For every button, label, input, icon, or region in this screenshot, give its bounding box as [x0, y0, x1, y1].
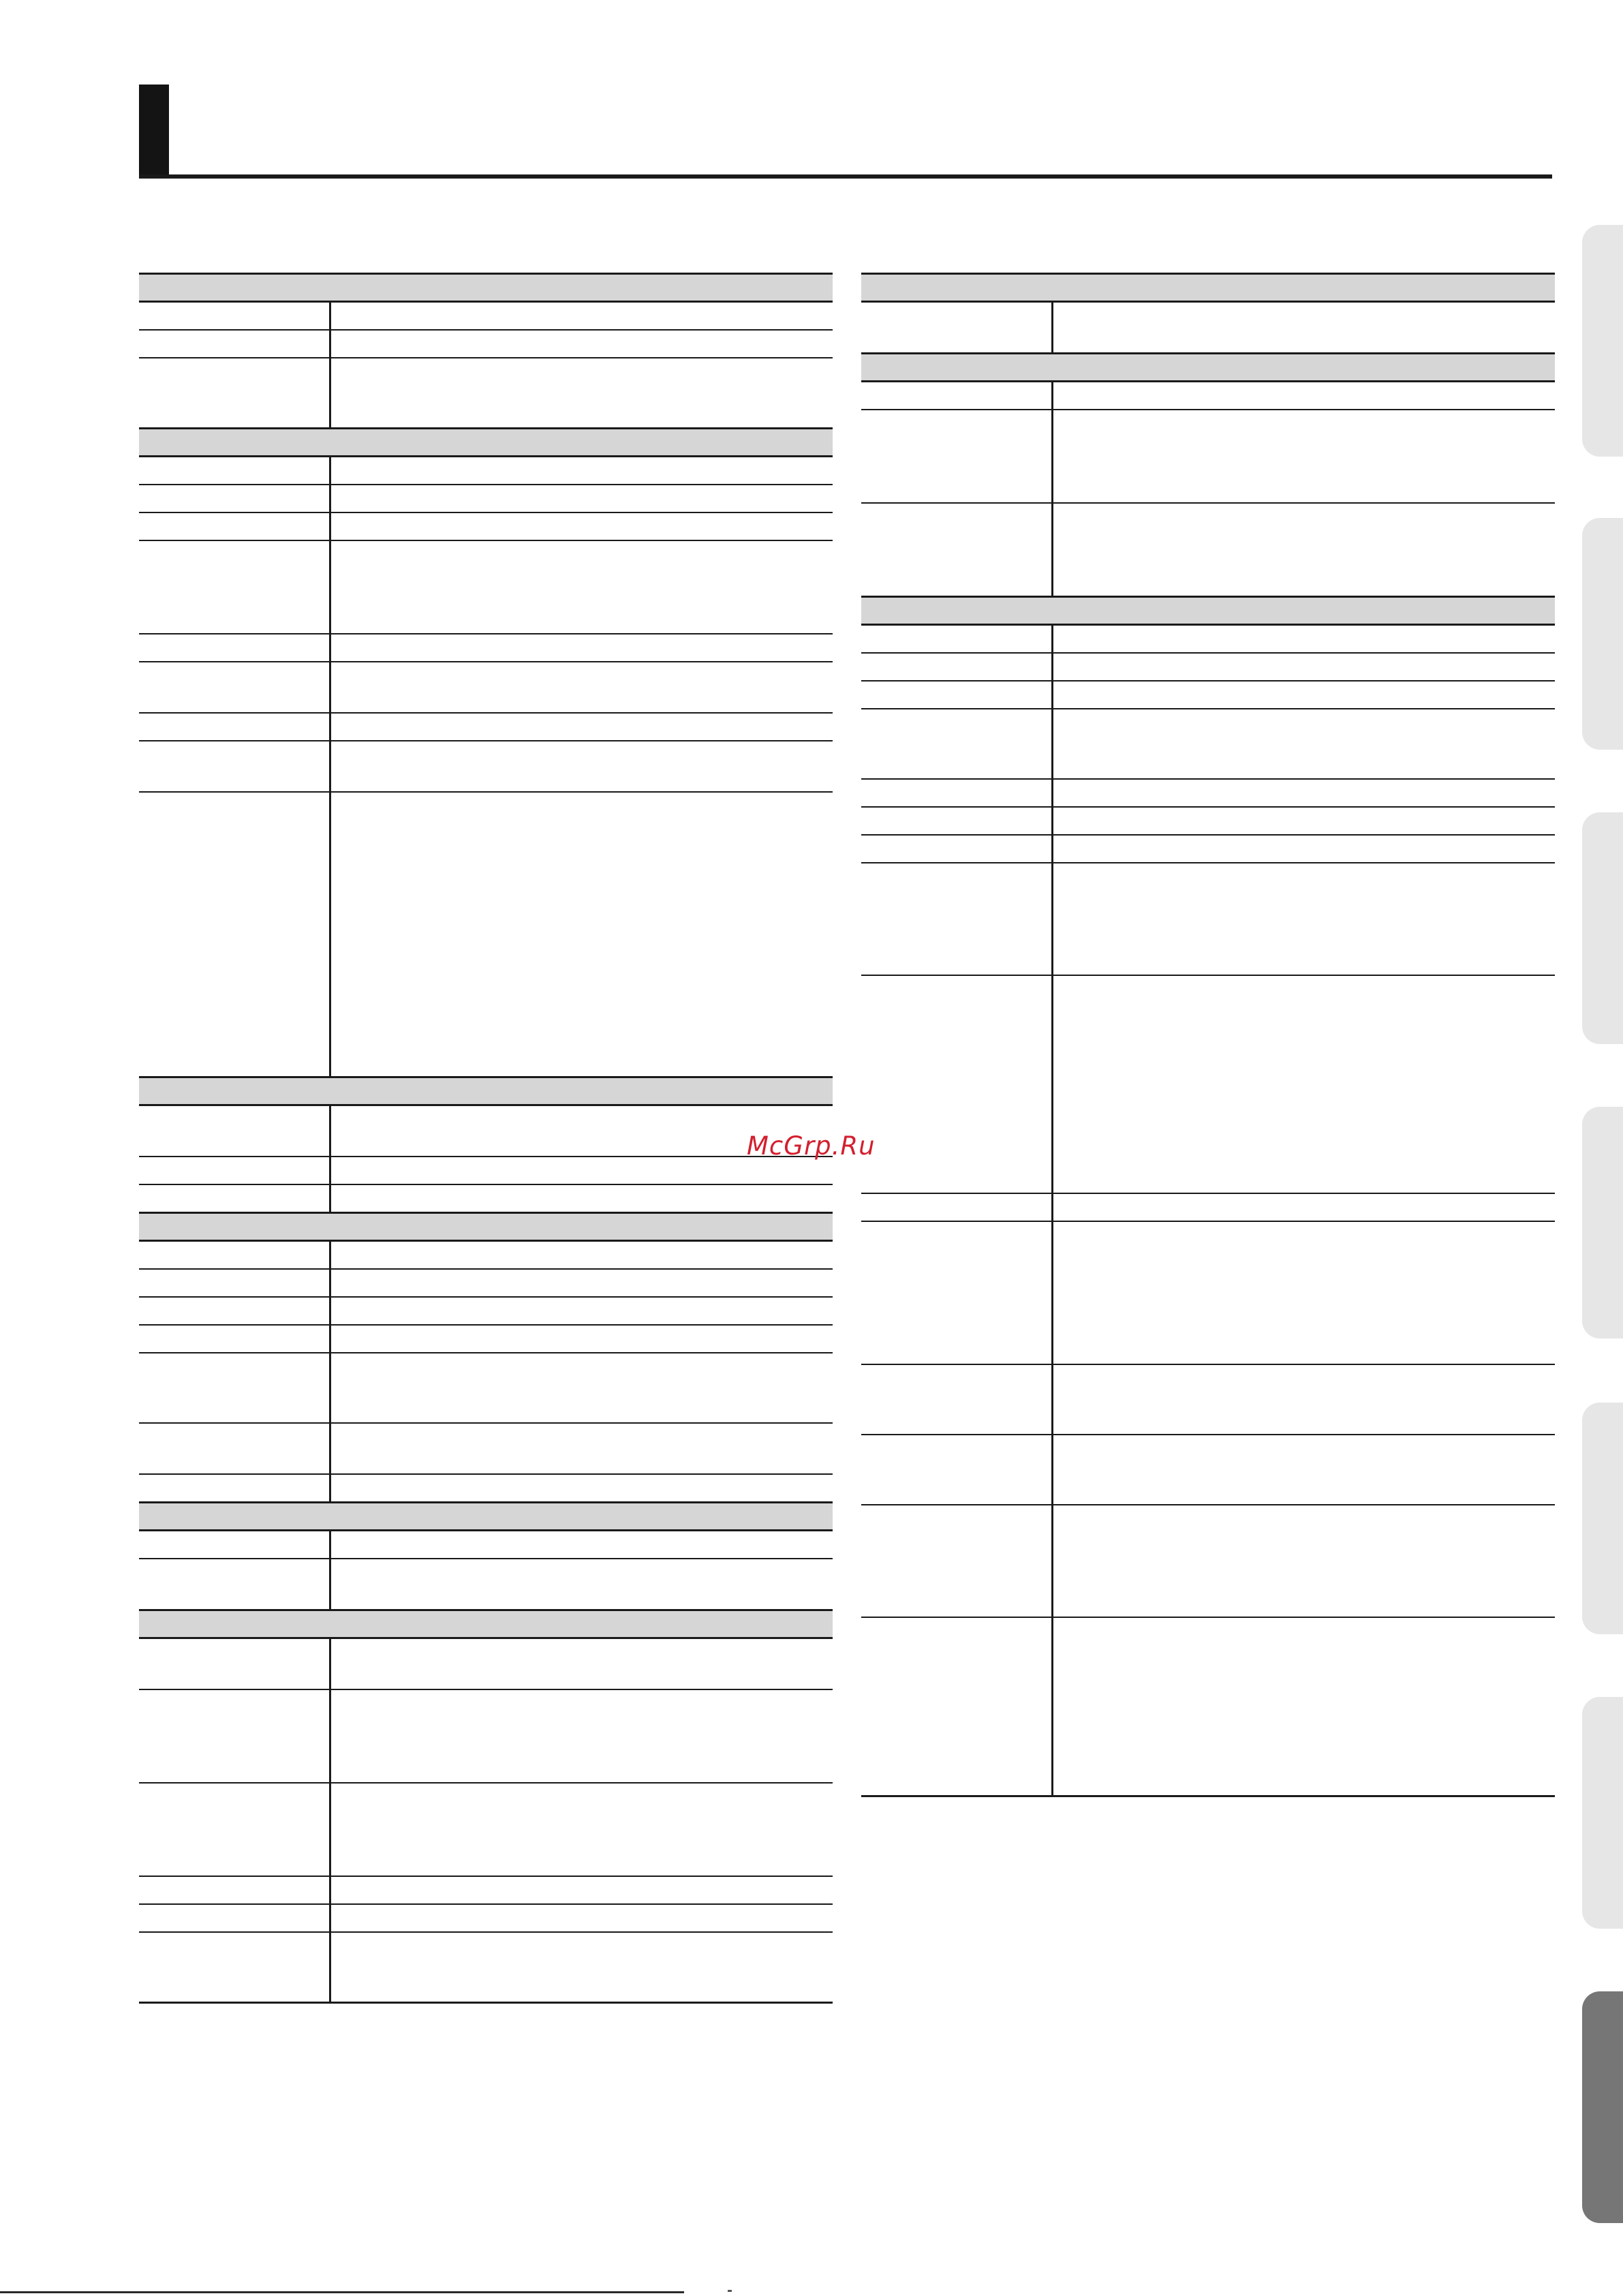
spec-value-cell — [330, 1904, 833, 1932]
spec-label-cell — [139, 1559, 330, 1610]
right-spec-row — [861, 835, 1555, 863]
spec-label-cell — [139, 1876, 330, 1904]
section-header-cell — [139, 1610, 833, 1638]
left-spec-row — [139, 1531, 833, 1559]
spec-label-cell — [139, 662, 330, 713]
section-header-cell — [139, 1503, 833, 1531]
section-header-cell — [861, 597, 1555, 625]
spec-label-cell — [139, 1689, 330, 1783]
spec-label-cell — [139, 1325, 330, 1353]
chapter-tab[interactable] — [1582, 225, 1623, 457]
spec-label-cell — [861, 1221, 1052, 1364]
left-section-header — [139, 1077, 833, 1105]
spec-value-cell — [330, 302, 833, 331]
spec-label-cell — [139, 457, 330, 485]
spec-label-cell — [861, 1617, 1052, 1796]
left-spec-row — [139, 457, 833, 485]
spec-label-cell — [861, 709, 1052, 779]
section-header-cell — [139, 1077, 833, 1105]
left-spec-row — [139, 1904, 833, 1932]
left-section-header — [139, 1610, 833, 1638]
spec-value-cell — [330, 1876, 833, 1904]
spec-label-cell — [861, 835, 1052, 863]
spec-label-cell — [861, 807, 1052, 835]
left-spec-row — [139, 485, 833, 512]
spec-label-cell — [861, 653, 1052, 681]
chapter-title-rule — [139, 174, 1552, 179]
spec-value-cell — [330, 1353, 833, 1423]
right-spec-row — [861, 807, 1555, 835]
spec-label-cell — [861, 1505, 1052, 1617]
spec-value-cell — [1052, 709, 1555, 779]
spec-label-cell — [861, 1193, 1052, 1221]
spec-label-cell — [139, 1241, 330, 1270]
spec-label-cell — [139, 330, 330, 358]
right-section-header — [861, 597, 1555, 625]
spec-label-cell — [861, 681, 1052, 709]
section-header-cell — [139, 429, 833, 457]
spec-label-cell — [139, 792, 330, 1077]
spec-value-cell — [330, 540, 833, 634]
spec-value-cell — [1052, 625, 1555, 654]
section-header-cell — [861, 274, 1555, 302]
left-spec-row — [139, 1297, 833, 1325]
spec-value-cell — [330, 1783, 833, 1876]
spec-value-cell — [330, 1241, 833, 1270]
left-spec-row — [139, 1184, 833, 1213]
right-section-header — [861, 274, 1555, 302]
spec-value-cell — [1052, 863, 1555, 975]
spec-label-cell — [139, 1474, 330, 1503]
spec-label-cell — [139, 1932, 330, 2003]
left-spec-row — [139, 302, 833, 331]
left-spec-row — [139, 330, 833, 358]
left-spec-row — [139, 792, 833, 1077]
right-spec-row — [861, 1617, 1555, 1796]
spec-label-cell — [139, 1904, 330, 1932]
spec-value-cell — [1052, 653, 1555, 681]
spec-label-cell — [861, 1435, 1052, 1505]
spec-value-cell — [1052, 779, 1555, 807]
spec-value-cell — [330, 1297, 833, 1325]
left-spec-row — [139, 540, 833, 634]
spec-value-cell — [330, 1638, 833, 1690]
spec-label-cell — [861, 1364, 1052, 1435]
spec-label-cell — [139, 1638, 330, 1690]
spec-value-cell — [330, 330, 833, 358]
spec-value-cell — [1052, 1617, 1555, 1796]
left-section-header — [139, 274, 833, 302]
spec-value-cell — [330, 741, 833, 792]
spec-value-cell — [1052, 807, 1555, 835]
spec-value-cell — [330, 1184, 833, 1213]
left-spec-row — [139, 1157, 833, 1184]
spec-label-cell — [139, 713, 330, 741]
chapter-tab[interactable] — [1582, 812, 1623, 1044]
footer-rule — [0, 2291, 684, 2293]
left-section-header — [139, 1213, 833, 1241]
left-spec-row — [139, 1638, 833, 1690]
spec-value-cell — [330, 1689, 833, 1783]
spec-label-cell — [139, 1783, 330, 1876]
spec-label-cell — [139, 1297, 330, 1325]
spec-value-cell — [330, 792, 833, 1077]
spec-label-cell — [861, 410, 1052, 503]
left-spec-row — [139, 1105, 833, 1157]
left-spec-row — [139, 512, 833, 540]
spec-label-cell — [139, 741, 330, 792]
spec-label-cell — [139, 485, 330, 512]
spec-value-cell — [1052, 382, 1555, 410]
spec-label-cell — [139, 1269, 330, 1297]
right-spec-row — [861, 1193, 1555, 1221]
spec-value-cell — [1052, 1221, 1555, 1364]
watermark: McGrp.Ru — [747, 1131, 876, 1161]
right-spec-table — [861, 273, 1555, 1797]
right-spec-row — [861, 779, 1555, 807]
left-section-header — [139, 429, 833, 457]
spec-label-cell — [861, 975, 1052, 1193]
footer-mark — [728, 2290, 732, 2292]
right-spec-row — [861, 625, 1555, 654]
left-spec-row — [139, 1269, 833, 1297]
spec-value-cell — [330, 457, 833, 485]
spec-label-cell — [139, 1423, 330, 1474]
spec-value-cell — [1052, 503, 1555, 597]
spec-value-cell — [330, 512, 833, 540]
right-section-header — [861, 354, 1555, 382]
right-spec-row — [861, 681, 1555, 709]
right-spec-row — [861, 1505, 1555, 1617]
right-spec-row — [861, 410, 1555, 503]
spec-label-cell — [139, 1353, 330, 1423]
left-spec-row — [139, 1241, 833, 1270]
spec-value-cell — [330, 1474, 833, 1503]
spec-value-cell — [1052, 302, 1555, 354]
spec-label-cell — [861, 863, 1052, 975]
spec-value-cell — [330, 485, 833, 512]
left-spec-table — [139, 273, 833, 2004]
spec-label-cell — [861, 382, 1052, 410]
left-spec-row — [139, 1783, 833, 1876]
spec-label-cell — [139, 634, 330, 662]
spec-value-cell — [1052, 410, 1555, 503]
spec-value-cell — [330, 713, 833, 741]
spec-label-cell — [139, 1157, 330, 1184]
spec-label-cell — [139, 512, 330, 540]
section-header-cell — [139, 274, 833, 302]
spec-value-cell — [1052, 681, 1555, 709]
spec-label-cell — [861, 503, 1052, 597]
spec-value-cell — [1052, 1505, 1555, 1617]
right-spec-row — [861, 302, 1555, 354]
right-spec-row — [861, 503, 1555, 597]
spec-value-cell — [1052, 1193, 1555, 1221]
section-header-cell — [139, 1213, 833, 1241]
spec-value-cell — [330, 358, 833, 429]
left-spec-row — [139, 1689, 833, 1783]
chapter-tab[interactable] — [1582, 1107, 1623, 1338]
spec-value-cell — [1052, 835, 1555, 863]
left-spec-row — [139, 1423, 833, 1474]
left-spec-row — [139, 1353, 833, 1423]
section-header-cell — [861, 354, 1555, 382]
spec-label-cell — [861, 779, 1052, 807]
left-spec-row — [139, 1876, 833, 1904]
spec-value-cell — [1052, 975, 1555, 1193]
spec-value-cell — [1052, 1435, 1555, 1505]
spec-label-cell — [139, 358, 330, 429]
right-spec-row — [861, 1364, 1555, 1435]
left-spec-row — [139, 1325, 833, 1353]
spec-label-cell — [139, 1105, 330, 1157]
spec-label-cell — [139, 302, 330, 331]
left-spec-row — [139, 713, 833, 741]
right-spec-row — [861, 709, 1555, 779]
left-spec-table-body — [139, 274, 833, 2003]
right-spec-table-body — [861, 274, 1555, 1796]
spec-label-cell — [861, 625, 1052, 654]
left-spec-row — [139, 1474, 833, 1503]
left-spec-row — [139, 358, 833, 429]
spec-label-cell — [139, 1531, 330, 1559]
left-section-header — [139, 1503, 833, 1531]
spec-value-cell — [330, 1269, 833, 1297]
spec-value-cell — [330, 634, 833, 662]
spec-label-cell — [139, 540, 330, 634]
spec-value-cell — [330, 1325, 833, 1353]
chapter-tab[interactable] — [1582, 1403, 1623, 1634]
right-spec-row — [861, 975, 1555, 1193]
chapter-tab[interactable] — [1582, 1697, 1623, 1929]
spec-label-cell — [861, 302, 1052, 354]
right-spec-row — [861, 1221, 1555, 1364]
chapter-tab[interactable] — [1582, 518, 1623, 750]
right-spec-row — [861, 382, 1555, 410]
right-spec-row — [861, 1435, 1555, 1505]
spec-value-cell — [1052, 1364, 1555, 1435]
left-spec-row — [139, 741, 833, 792]
right-spec-row — [861, 863, 1555, 975]
left-spec-row — [139, 1559, 833, 1610]
chapter-tab[interactable] — [1582, 1991, 1623, 2223]
right-spec-row — [861, 653, 1555, 681]
spec-value-cell — [330, 1157, 833, 1184]
spec-value-cell — [330, 662, 833, 713]
left-spec-row — [139, 662, 833, 713]
spec-value-cell — [330, 1932, 833, 2003]
chapter-title-marker — [139, 85, 169, 177]
spec-value-cell — [330, 1423, 833, 1474]
spec-value-cell — [330, 1559, 833, 1610]
left-spec-row — [139, 634, 833, 662]
left-spec-row — [139, 1932, 833, 2003]
spec-value-cell — [330, 1531, 833, 1559]
spec-label-cell — [139, 1184, 330, 1213]
